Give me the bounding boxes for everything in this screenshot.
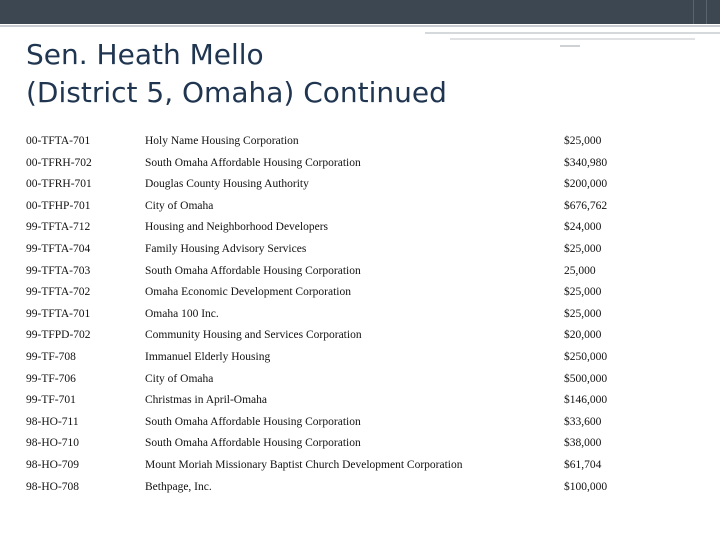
- table-row: [26, 370, 696, 392]
- recipient-cell: Community Housing and Services Corporation: [145, 329, 362, 342]
- amount-cell: $24,000: [564, 221, 602, 234]
- slide-title: [26, 36, 447, 112]
- table-row: [26, 305, 696, 327]
- recipient-cell: Douglas County Housing Authority: [145, 178, 309, 191]
- banner-divider: [706, 0, 707, 24]
- recipient-cell: Immanuel Elderly Housing: [145, 350, 271, 363]
- table-row: [26, 413, 696, 435]
- table-row: [26, 262, 696, 284]
- amount-cell: $38,000: [564, 437, 602, 450]
- amount-cell: $20,000: [564, 329, 602, 342]
- slide-title-line-1: Sen. Heath Mello: [26, 38, 264, 71]
- amount-cell: $25,000: [564, 286, 602, 299]
- amount-cell: $200,000: [564, 178, 608, 191]
- grant-table: [26, 132, 696, 499]
- amount-cell: 25,000: [564, 264, 596, 277]
- grant-id-cell: 99-TFTA-703: [26, 264, 91, 277]
- amount-cell: $146,000: [564, 394, 608, 407]
- recipient-cell: Mount Moriah Missionary Baptist Church Development Corporation: [145, 458, 463, 471]
- table-row: [26, 218, 696, 240]
- grant-id-cell: 98-HO-711: [26, 415, 79, 428]
- grant-id-cell: 98-HO-710: [26, 437, 80, 450]
- decorative-rule: [0, 25, 720, 27]
- recipient-cell: South Omaha Affordable Housing Corporation: [145, 415, 361, 428]
- top-banner-bar: [0, 0, 720, 24]
- decorative-rule: [425, 32, 720, 34]
- recipient-cell: South Omaha Affordable Housing Corporation: [145, 264, 361, 277]
- grant-id-cell: 99-TF-706: [26, 372, 76, 385]
- decorative-rule: [560, 45, 580, 47]
- table-row: [26, 240, 696, 262]
- amount-cell: $340,980: [564, 156, 608, 169]
- slide-title-line-2: (District 5, Omaha) Continued: [26, 76, 447, 109]
- amount-cell: $61,704: [564, 458, 602, 471]
- amount-cell: $676,762: [564, 199, 608, 212]
- grant-id-cell: 00-TFHP-701: [26, 199, 91, 212]
- recipient-cell: Housing and Neighborhood Developers: [145, 221, 329, 234]
- amount-cell: $25,000: [564, 135, 602, 147]
- table-row: [26, 154, 696, 176]
- recipient-cell: South Omaha Affordable Housing Corporation: [145, 437, 361, 450]
- grant-id-cell: 98-HO-708: [26, 480, 80, 493]
- table-row: [26, 348, 696, 370]
- grant-id-cell: 99-TFPD-702: [26, 329, 91, 342]
- table-row: [26, 132, 696, 154]
- recipient-cell: Omaha Economic Development Corporation: [145, 286, 351, 299]
- grant-id-cell: 99-TFTA-702: [26, 286, 91, 299]
- amount-cell: $33,600: [564, 415, 602, 428]
- table-row: [26, 326, 696, 348]
- grant-id-cell: 00-TFRH-701: [26, 178, 92, 191]
- decorative-rule: [450, 38, 695, 40]
- recipient-cell: Omaha 100 Inc.: [145, 307, 219, 320]
- table-row: [26, 434, 696, 456]
- grant-id-cell: 99-TFTA-712: [26, 221, 91, 234]
- recipient-cell: Holy Name Housing Corporation: [145, 135, 299, 147]
- recipient-cell: City of Omaha: [145, 199, 214, 212]
- grant-id-cell: 00-TFRH-702: [26, 156, 92, 169]
- recipient-cell: Christmas in April-Omaha: [145, 394, 268, 407]
- amount-cell: $500,000: [564, 372, 608, 385]
- grant-id-cell: 98-HO-709: [26, 458, 80, 471]
- amount-cell: $25,000: [564, 307, 602, 320]
- amount-cell: $100,000: [564, 480, 608, 493]
- recipient-cell: City of Omaha: [145, 372, 214, 385]
- table-row: [26, 197, 696, 219]
- recipient-cell: Bethpage, Inc.: [145, 480, 212, 493]
- grant-id-cell: 99-TF-708: [26, 350, 76, 363]
- amount-cell: $25,000: [564, 242, 602, 255]
- grant-id-cell: 99-TFTA-701: [26, 307, 91, 320]
- table-row: [26, 175, 696, 197]
- recipient-cell: Family Housing Advisory Services: [145, 242, 307, 255]
- table-row: [26, 456, 696, 478]
- table-row: [26, 283, 696, 305]
- recipient-cell: South Omaha Affordable Housing Corporation: [145, 156, 361, 169]
- amount-cell: $250,000: [564, 350, 608, 363]
- banner-divider: [693, 0, 694, 24]
- grant-id-cell: 00-TFTA-701: [26, 135, 91, 147]
- grant-id-cell: 99-TFTA-704: [26, 242, 91, 255]
- grant-id-cell: 99-TF-701: [26, 394, 76, 407]
- table-row: [26, 391, 696, 413]
- table-row: [26, 478, 696, 500]
